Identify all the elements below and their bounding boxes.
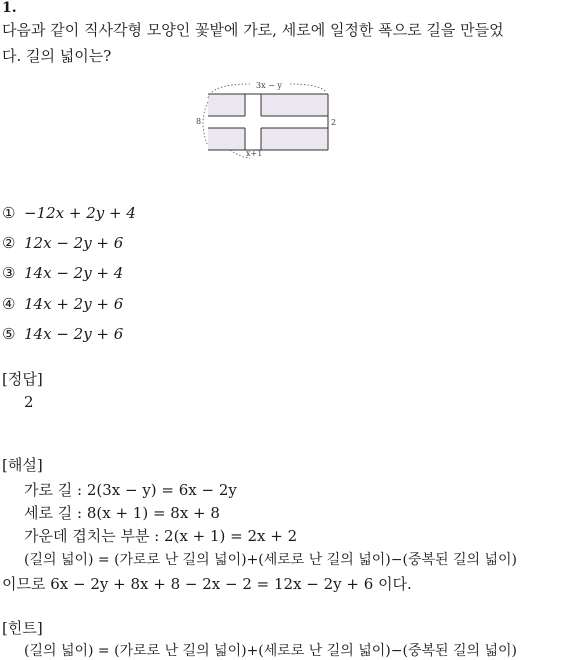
explanation-conclusion: 이므로 6x − 2y + 8x + 8 − 2x − 2 = 12x − 2y + 6 이다.: [2, 575, 412, 593]
answer-title: [정답]: [2, 370, 43, 388]
garden-figure: [190, 76, 350, 162]
choice-marker: ③: [2, 264, 16, 282]
explanation-line: (길의 넓이) = (가로로 난 길의 넓이)+(세로로 난 길의 넓이)−(중복된 길의 넓이): [24, 552, 517, 568]
answer-value: 2: [24, 393, 34, 411]
explanation-line: 가로 길 : 2(3x − y) = 6x − 2y: [24, 481, 237, 499]
choice-expression: 14x − 2y + 6: [24, 325, 124, 343]
horizontal-road: [208, 116, 328, 128]
choice-3[interactable]: [2, 264, 123, 282]
question-text-line1: 다음과 같이 직사각형 모양인 꽃밭에 가로, 세로에 일정한 폭으로 길을 만들었: [2, 21, 504, 39]
choice-marker: ①: [2, 204, 16, 222]
hint-line: (길의 넓이) = (가로로 난 길의 넓이)+(세로로 난 길의 넓이)−(중복된 길의 넓이): [24, 643, 517, 659]
explanation-line: 가운데 겹치는 부분 : 2(x + 1) = 2x + 2: [24, 527, 298, 545]
figure-left-label: 8: [196, 117, 202, 126]
figure-top-label: 3x − y: [256, 81, 282, 90]
choice-4[interactable]: [2, 295, 123, 313]
figure-bottom-label: x+1: [246, 149, 263, 158]
explanation-line: 세로 길 : 8(x + 1) = 8x + 8: [24, 504, 220, 522]
choice-expression: 14x + 2y + 6: [24, 295, 124, 313]
figure-right-label: 2: [331, 118, 337, 127]
question-text-line2: 다. 길의 넓이는?: [2, 47, 112, 65]
choice-marker: ④: [2, 295, 16, 313]
choice-marker: ②: [2, 234, 16, 252]
hint-title: [힌트]: [2, 619, 43, 637]
question-number: 1.: [2, 0, 17, 16]
choice-marker: ⑤: [2, 325, 16, 343]
choice-2[interactable]: [2, 234, 123, 252]
choice-expression: −12x + 2y + 4: [24, 204, 136, 222]
explanation-title: [해설]: [2, 456, 43, 474]
choice-expression: 14x − 2y + 4: [24, 264, 124, 282]
choice-expression: 12x − 2y + 6: [24, 234, 124, 252]
choice-1[interactable]: [2, 204, 136, 222]
choice-5[interactable]: [2, 325, 123, 343]
